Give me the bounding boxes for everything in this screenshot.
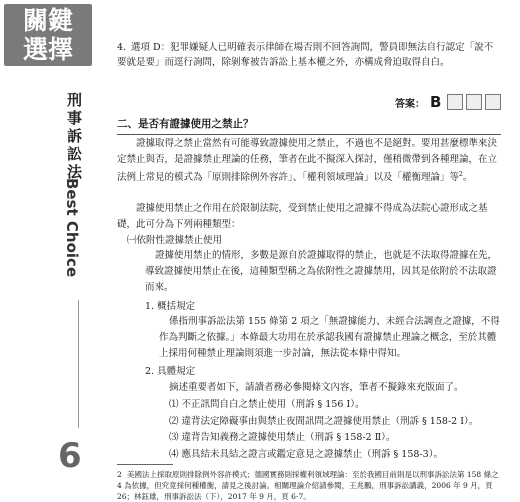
- option-number: 4.: [117, 42, 127, 53]
- item-2-heading: 2. 具體規定: [145, 366, 196, 377]
- sidebar-divider: [78, 300, 79, 428]
- footnote-ref[interactable]: 2: [459, 171, 463, 178]
- option-d-explanation: [117, 40, 501, 70]
- list-item: ⑷ 應具結未具結之證言或鑑定意見之證據禁止（刑訴 § 158-3）。: [169, 448, 443, 460]
- answer-row: [395, 93, 501, 111]
- book-title: 刑事訴訟法: [65, 92, 83, 182]
- footnote-rule: [117, 464, 173, 465]
- item-1-heading: 1. 概括規定: [145, 301, 196, 312]
- answer-value: B: [430, 93, 442, 111]
- footnote-number: 2: [117, 470, 122, 479]
- list-item: ⑶ 違背告知義務之證據使用禁止（刑訴 § 158-2 Ⅱ）。: [169, 432, 396, 443]
- page-number: 6: [58, 436, 82, 476]
- item-2-text: 摘述重要者如下，請讀者務必參閱條文內容，筆者不擬錄來充版面了。: [169, 382, 464, 393]
- list-item: ⑵ 違背法定障礙事由與禁止夜間訊問之證據使用禁止（刑訴 § 158-2 Ⅰ）。: [169, 415, 479, 427]
- paragraph-1: [117, 136, 501, 186]
- list-item: ⑴ 不正訊問自白之禁止使用（刑訴 § 156 Ⅰ）。: [169, 399, 365, 410]
- subsection-text-1: 證據使用禁止的情形，多數是源自於證據取得的禁止，也就是不法取得證據在先，導致證據使用禁止在後，這種類型稱之為依附性之證據禁用，因其是依附於不法取證而來。: [145, 250, 498, 293]
- option-text: 選項 D：犯罪嫌疑人已明確表示律師在場否則不回答詢問，警員即無法自行認定「說不要就是要」而逕行詢問，除剝奪被告訴訟上基本權之外，亦構成脅迫取得自白。: [117, 42, 494, 68]
- provision-list: [169, 397, 501, 463]
- answer-label: 答案：: [395, 98, 425, 110]
- section-title: 二、是否有證據使用之禁止？: [117, 116, 501, 135]
- answer-checkbox-2[interactable]: [466, 94, 482, 110]
- key-choice-badge: [4, 4, 92, 66]
- series-title: Best Choice: [63, 178, 81, 278]
- footnote-text: 美國法上採取原則排除例外容許模式；德國實務則採權利領域理論：至於我國目前則是以刑事訴訟法第 158 條之 4 為依據，但究竟採何種權衡，請見之後討論。相關理論介紹請參閱，王兆鵬，刑事訴訟講義，2006 年 9 月，頁 26；林鈺雄，刑事訴訟法（下），2017 年 9 月，頁 6-7。: [117, 470, 499, 501]
- badge-line-1: 關鍵: [22, 6, 73, 35]
- sidebar: [0, 0, 100, 500]
- paragraph-1-text: 證據取得之禁止當然有可能導致證據使用之禁止，不過也不是絕對。要用甚麼標準來決定禁止與否，是證據禁止理論的任務，筆者在此不擬深入探討，僅稍微帶到各種理論，在立法例上常見的模式為「原則排除例外容許」、「權利領域理論」以及「權衡理論」等: [117, 138, 498, 184]
- answer-checkbox-1[interactable]: [447, 94, 463, 110]
- subsection-heading-1: ㈠依附性證據禁止使用: [127, 235, 223, 246]
- item-1-text: 係指刑事訴訟法第 155 條第 2 項之「無證據能力、未經合法調查之證據，不得作為判斷之依據。」本條最大功用在於承認我國有證據禁止理論之概念，至於其體上採用何種禁止理論則須進一步討論，無法從本條中得知。: [159, 316, 500, 359]
- paragraph-1-end: 。: [462, 172, 473, 184]
- paragraph-2: 證據使用禁止之作用在於限制法院，受到禁止使用之證據不得成為法院心證形成之基礎，此可分為下列兩種類型：: [117, 203, 488, 230]
- answer-checkbox-3[interactable]: [485, 94, 501, 110]
- footnote: [117, 469, 501, 502]
- badge-line-2: 選擇: [22, 35, 73, 64]
